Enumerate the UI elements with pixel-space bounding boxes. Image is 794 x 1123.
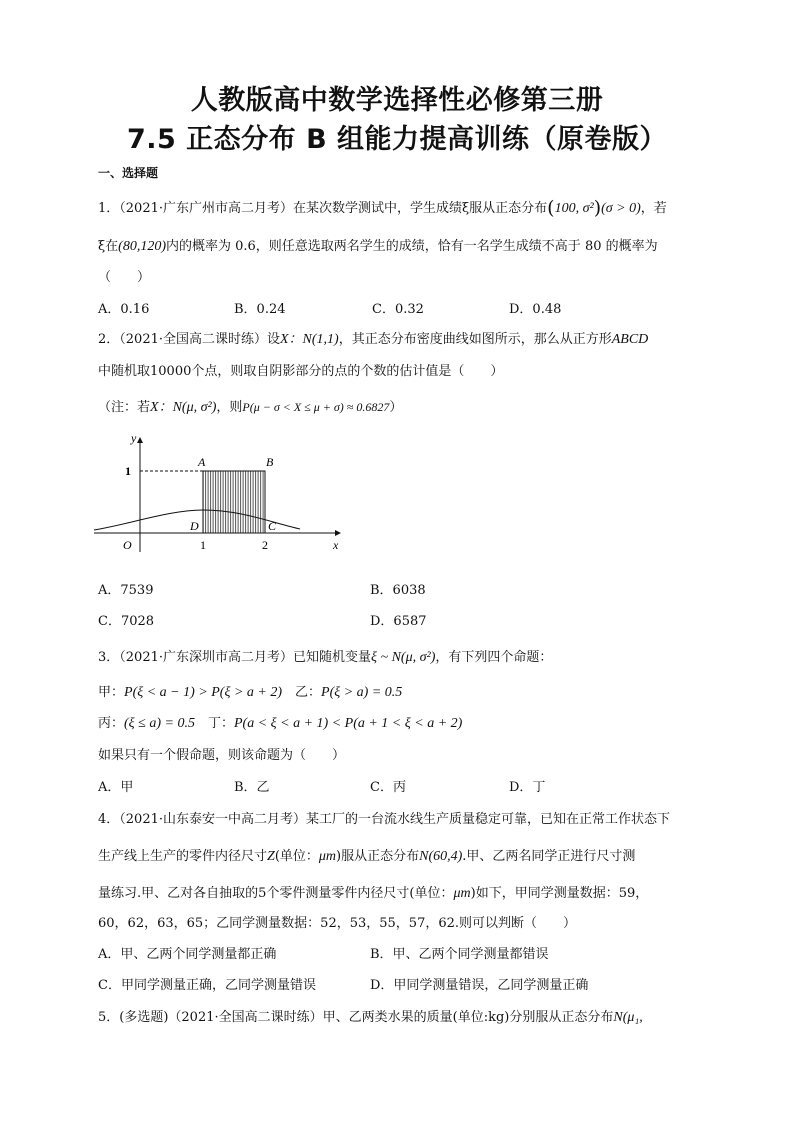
q3-line2: 甲：P(ξ < a − 1) > P(ξ > a + 2) 乙：P(ξ > a) = 0.5 — [98, 685, 403, 700]
q3-option-d: D．丁 — [509, 780, 546, 795]
normal-curve-figure — [90, 428, 350, 558]
q2-line2: 中随机取10000个点，则取自阴影部分的点的个数的估计值是（ ） — [98, 364, 504, 379]
doc-title-line2: 7.5 正态分布 B 组能力提高训练（原卷版） — [126, 124, 668, 155]
q3-line4: 如果只有一个假命题，则该命题为（ ） — [98, 748, 346, 763]
label-x: x — [333, 538, 339, 552]
q1-line1: 1．（2021·广东广州市高二月考）在某次数学测试中，学生成绩ξ服从正态分布(100, σ²)(σ > 0)，若 — [98, 197, 667, 219]
tick-x2: 2 — [262, 538, 268, 552]
q4-line2: 生产线上生产的零件内径尺寸Z(单位：μm)服从正态分布N(60,4).甲、乙两名同学正进行尺寸测 — [98, 849, 636, 864]
q1-line2: ξ在(80,120)内的概率为 0.6，则任意选取两名学生的成绩，恰有一名学生成绩不高于 80 的概率为 — [98, 239, 658, 254]
section-heading: 一、选择题 — [98, 166, 159, 180]
label-d: D — [190, 519, 199, 533]
q4-line3: 量练习.甲、乙对各自抽取的5个零件测量零件内径尺寸(单位：μm)如下，甲同学测量数据：59， — [98, 886, 649, 901]
q3-line1: 3．（2021·广东深圳市高二月考）已知随机变量ξ ~ N(μ, σ²)，有下列四个命题： — [98, 650, 553, 665]
q2-option-c: C．7028 — [98, 614, 155, 629]
doc-title-line1: 人教版高中数学选择性必修第三册 — [190, 85, 604, 116]
q4-option-a: A．甲、乙两个同学测量都正确 — [98, 947, 277, 962]
q3-option-b: B．乙 — [234, 780, 270, 795]
q3-line3: 丙：(ξ ≤ a) = 0.5 丁：P(a < ξ < a + 1) < P(a + 1 < ξ < a + 2) — [98, 716, 463, 731]
q2-option-a: A．7539 — [98, 583, 154, 598]
q1-option-d: D．0.48 — [509, 302, 562, 317]
q2-line1: 2．（2021·全国高二课时练）设X：N(1,1)，其正态分布密度曲线如图所示，那么从正方形ABCD — [98, 332, 649, 347]
q1-option-a: A．0.16 — [98, 302, 150, 317]
q1-option-c: C．0.32 — [372, 302, 424, 317]
q2-note: （注：若X：N(μ, σ²)，则P(μ − σ < X ≤ μ + σ) ≈ 0.6827） — [98, 400, 403, 415]
q3-option-a: A．甲 — [98, 780, 134, 795]
label-a: A — [198, 455, 206, 469]
q4-option-c: C．甲同学测量正确，乙同学测量错误 — [98, 978, 316, 993]
q2-option-d: D．6587 — [370, 614, 427, 629]
shaded-region — [203, 471, 265, 533]
q4-line4: 60，62，63，65；乙同学测量数据：52，53，55，57，62.则可以判断（ ） — [98, 916, 577, 931]
label-c: C — [268, 519, 277, 533]
tick-x1: 1 — [200, 538, 206, 552]
q3-option-c: C．丙 — [370, 780, 406, 795]
label-origin: O — [123, 538, 132, 552]
q4-option-b: B．甲、乙两个同学测量都错误 — [370, 947, 549, 962]
q5-line1: 5．(多选题)（2021·全国高二课时练）甲、乙两类水果的质量(单位:kg)分别服从正态分布N(μ₁, — [98, 1010, 643, 1025]
q2-option-b: B．6038 — [370, 583, 426, 598]
q4-line1: 4．（2021·山东泰安一中高二月考）某工厂的一台流水线生产质量稳定可靠，已知在正常工作状态下 — [98, 812, 670, 827]
label-y: y — [131, 431, 137, 445]
q4-option-d: D．甲同学测量错误，乙同学测量正确 — [370, 978, 589, 993]
q1-line3: （ ） — [98, 270, 151, 285]
tick-y1: 1 — [125, 464, 131, 478]
q1-option-b: B．0.24 — [234, 302, 286, 317]
label-b: B — [266, 455, 274, 469]
